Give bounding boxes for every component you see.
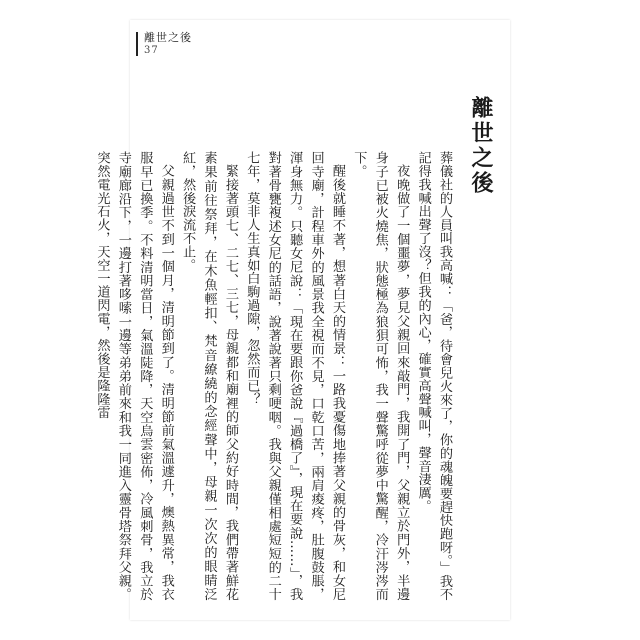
paragraph: 父親過世不到一個月，清明節到了。清明節前氣溫遽升，燠熱異常，我衣服早已換季。不料清明當日，氣溫陡降，天空烏雲密佈，冷風刺骨，我立於寺廟廊沿下，一邊打著哆嗦一邊等弟弟前來和我一同進入靈骨塔祭拜父親。突然電光石火，天空一道閃電，然後是隆隆雷 (94, 151, 174, 601)
paragraph: 醒後就睡不著，想著白天的情景：一路我憂傷地捧著父親的骨灰，和女尼回寺廟，計程車外的風景我全視而不見，口乾口苦，兩肩痠疼，肚腹鼓脹，渾身無力。只聽女尼說：「現在要跟你爸說『過橋了』，現在要說……」，我對著骨甕複述女尼的話語，說著說著只剩哽咽。我與父親僅相處短短的二十七年，莫非人生真如白駒過隙，忽然而已？ (244, 151, 345, 601)
chapter-title: 離世之後 (468, 96, 494, 196)
body-text (94, 151, 455, 601)
running-head-title: 離世之後 (144, 31, 192, 44)
paragraph: 緊接著頭七、二七、三七，母親都和廟裡的師父約好時間，我們帶著鮮花素果前往祭拜，在木魚輕扣、梵音繚繞的念經聲中，母親一次次的眼睛泛紅，然後淚流不止。 (180, 151, 238, 601)
paragraph: 葬儀社的人員叫我高喊：「爸，待會兒火來了，你的魂魄要趕快跑呀。」我不記得我喊出聲了沒？但我的內心，確實高聲喊叫，聲音淒厲。 (415, 151, 452, 601)
running-head (136, 32, 192, 56)
page-number: 37 (144, 44, 159, 56)
paragraph: 夜晚做了一個噩夢，夢見父親回來敲門，我開了門，父親立於門外，半邊身子已被火燒焦，狀態極為狼狽可怖，我一聲驚呼從夢中驚醒，冷汗涔涔而下。 (351, 151, 410, 601)
